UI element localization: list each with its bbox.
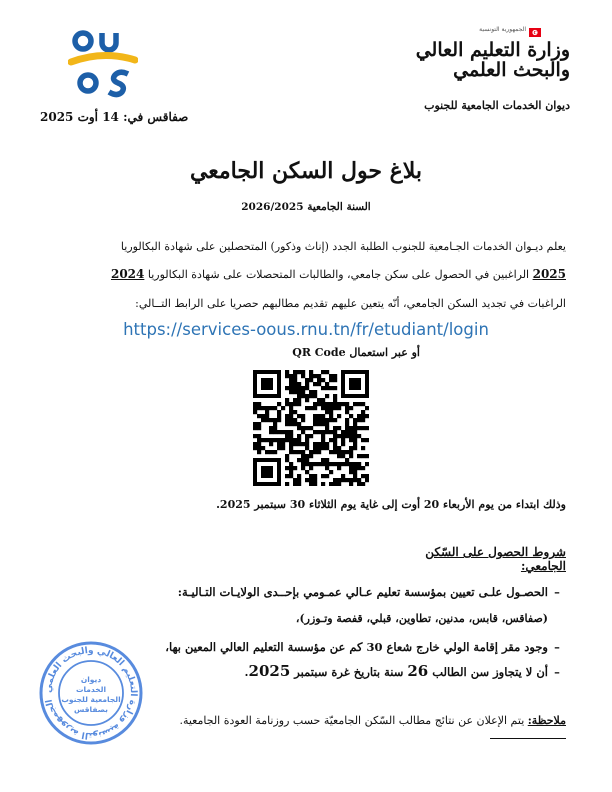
bullet-dash: –: [554, 665, 560, 679]
office-name: ديوان الخدمات الجامعية للجنوب: [424, 99, 570, 112]
ministry-line-1: وزارة التعليم العالي: [415, 39, 570, 61]
condition-1: [50, 585, 566, 600]
condition-2-text: وجود مقر إقامة الولي خارج شعاع 30 كم عن مؤسسة التعليم العالي المعين بها،: [165, 640, 548, 654]
condition-1-regions: (صفاقس، قابس، مدنين، تطاوين، قبلي، قفصة وتـوزر)،: [295, 612, 548, 625]
note: [130, 714, 566, 728]
condition-3-year: 2025: [248, 662, 291, 680]
condition-3-text-a: أن لا يتجاوز سن الطالب: [428, 665, 548, 679]
ministry-line-2: والبحث العلمي: [453, 59, 570, 81]
republic-label: الجمهورية التونسية: [479, 26, 526, 33]
oous-logo: [68, 28, 138, 100]
bac-year-2025: 2025: [532, 267, 566, 281]
note-underline: [490, 738, 566, 739]
paragraph-line-2-text: الراغبين في الحصول على سكن جامعي، والطالبات المتحصلات على شهادة البكالوريا: [144, 268, 533, 281]
note-text: يتم الإعلان عن نتائج مطالب السّكن الجامعيّة حسب روزنامة العودة الجامعية.: [179, 714, 528, 727]
condition-3-end: .: [244, 665, 249, 679]
tunisia-flag-icon: [529, 28, 541, 37]
ministry-name: [408, 40, 570, 80]
bullet-dash: –: [554, 585, 560, 599]
stamp-center-1: ديوان: [80, 675, 102, 684]
stamp-center-2: الخدمات: [75, 685, 107, 694]
stamp-center-4: بصفاقس: [74, 705, 108, 714]
bac-year-2024: 2024: [110, 267, 145, 281]
page-title: بلاغ حول السكن الجامعي: [189, 158, 423, 184]
condition-1-text: الحصـول علـى تعيين بمؤسسة تعليم عـالي عمـومي بإحــدى الولايـات التـاليـة:: [177, 585, 548, 599]
qr-code[interactable]: [253, 370, 369, 486]
conditions-title: شروط الحصول على السّكن الجامعي:: [425, 545, 566, 573]
paragraph-line-1: يعلم ديـوان الخدمات الجـامعية للجنوب الطلبة الجدد (إناث وذكور) المتحصلين على شهادة البكالوريا: [120, 240, 566, 253]
paragraph-line-2: [40, 267, 566, 282]
paragraph-line-3: الراغبات في تجديد السكن الجامعي، أنّه يتعين عليهم تقديم مطالبهم حصريا على الرابط التــالي:: [135, 297, 566, 310]
registration-link[interactable]: https://services-oous.rnu.tn/fr/etudiant/login: [123, 320, 489, 339]
bullet-dash: –: [554, 640, 560, 654]
stamp-center-3: الجامعية للجنوب: [61, 695, 121, 704]
stamp-ring-text: الجمهورية التونسية وزارة التعليم العالي والبحث العلمي: [43, 645, 139, 741]
official-stamp: [38, 640, 144, 746]
qr-code-label: أو عبر استعمال QR Code: [292, 346, 420, 359]
date-line: صفاقس في: 14 أوت 2025: [40, 110, 189, 124]
max-age: 26: [407, 662, 429, 680]
note-label: ملاحظة:: [527, 714, 566, 727]
academic-year: السنة الجامعية 2026/2025: [241, 201, 371, 213]
application-dates: وذلك ابتداء من يوم الأربعاء 20 أوت إلى غاية يوم الثلاثاء 30 سبتمبر 2025.: [216, 498, 566, 511]
condition-3-text-b: سنة بتاريخ غرة سبتمبر: [290, 665, 408, 679]
